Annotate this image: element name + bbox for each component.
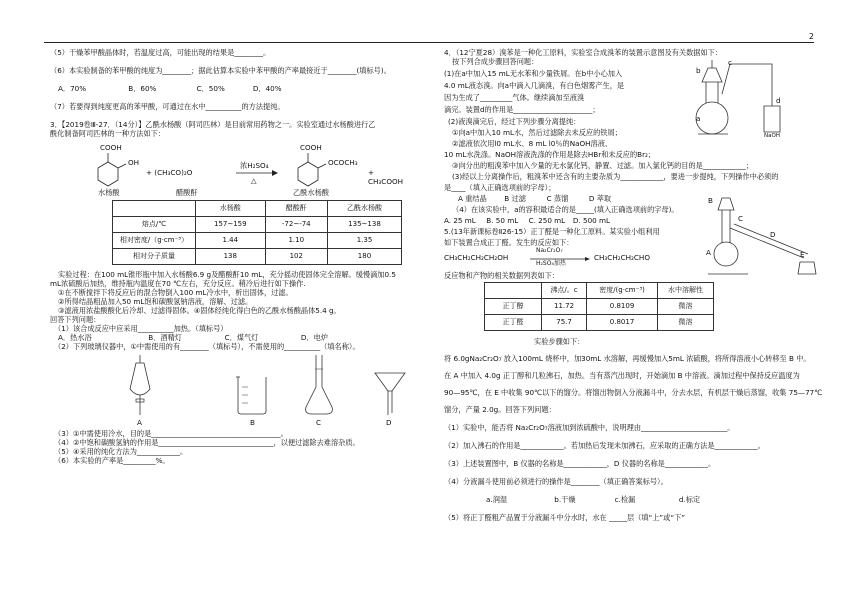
- option: B 过滤: [504, 194, 526, 203]
- butanal-apparatus-figure: [700, 188, 820, 280]
- question-text: （5）将正丁醛粗产品置于分液漏斗中分水时，水在 _____层（填“上”或“下”: [444, 513, 685, 522]
- table-cell: 75.7: [542, 315, 587, 331]
- reactant-cooh: COOH: [100, 143, 122, 152]
- option: D. 500 mL: [572, 216, 611, 225]
- procedure-text: 馏分，产量 2.0g。回答下列问题：: [444, 405, 556, 414]
- apparatus-drawing: [672, 54, 792, 140]
- option: A．热水浴: [58, 333, 92, 342]
- options-row: [50, 84, 410, 93]
- glassware-drawings: [50, 351, 410, 421]
- question-text: （2）加入沸石的作用是____________。若加热后发现未加沸石，应采取的正确方法是____________。: [444, 441, 765, 450]
- table-cell: 乙酰水杨酸: [327, 201, 401, 217]
- product-sub: OCOCH₃: [328, 158, 358, 167]
- option: a.润湿: [486, 495, 508, 504]
- apparatus-label-d: D: [770, 230, 776, 239]
- table-cell: 1.44: [196, 233, 266, 249]
- table-cell: 正丁醛: [485, 315, 542, 331]
- table-cell: 138: [196, 249, 266, 265]
- table-cell: 0.8109: [587, 299, 658, 315]
- options-row: [50, 333, 410, 342]
- procedure-text: 实验过程：在100 mL锥形瓶中加入水杨酸6.9 g及醋酸酐10 mL，充分摇动使固体完全溶解。缓慢滴加0.5: [58, 270, 396, 279]
- table-header-row: [113, 201, 402, 217]
- table-cell: 1.10: [265, 233, 327, 249]
- option: B．60%: [128, 84, 157, 93]
- reactant-oh: OH: [128, 158, 140, 167]
- question-text: （7）若要得到纯度更高的苯甲酸，可通过在水中__________的方法提纯。: [50, 102, 285, 111]
- question-text: （4）在该实验中，a的容积最适合的是_____(填入正确选项前的字母)。: [452, 205, 679, 214]
- table-cell: 水中溶解性: [658, 283, 714, 299]
- procedure-text: ③滤液用浓盐酸酸化后冷却、过滤得固体。④固体经纯化得白色的乙酰水杨酸晶体5.4 g。: [58, 306, 341, 315]
- question-text: 反应物和产物的相关数据列表如下：: [444, 271, 560, 280]
- option: d.标定: [678, 495, 701, 504]
- table-cell: 1.35: [327, 233, 401, 249]
- table-cell: 102: [265, 249, 327, 265]
- product-name: 乙酰水杨酸: [293, 188, 329, 197]
- glassware-figure: [50, 351, 410, 429]
- apparatus-label-d: D: [386, 418, 392, 427]
- question-text: （6）本实验制备的苯甲酸的纯度为________；据此估算本实验中苯甲酸的产率最接近于________(填标号)。: [50, 66, 391, 75]
- reagent-text: + (CH₃CO)₂O: [146, 168, 193, 177]
- table-cell: 相对分子质量: [113, 249, 196, 265]
- procedure-text: 90—95℃，在 E 中收集 90℃以下的馏分。将馏出物倒入分液漏斗中，分去水层，有机层干燥后蒸馏，收集 75—77℃: [444, 388, 823, 397]
- option: C 蒸馏: [546, 194, 569, 203]
- table-row: [113, 233, 402, 249]
- property-table: [112, 200, 402, 265]
- table-cell: 180: [327, 249, 401, 265]
- question-heading: 酰化制备阿司匹林的一种方法如下：: [50, 129, 166, 138]
- option: C．50%: [196, 84, 225, 93]
- option: B. 50 mL: [486, 216, 519, 225]
- procedure-heading: 实验步骤如下：: [534, 337, 585, 346]
- table-cell: 135~138: [327, 217, 401, 233]
- question-text: （2）下列玻璃仪器中，①中需使用的有________（填标号），不需使用的__________（填名称）。: [54, 342, 360, 351]
- table-cell: 醋酸酐: [265, 201, 327, 217]
- reactant-name: 水杨酸: [98, 188, 120, 197]
- reactant: CH₃CH₂CH₂CH₂OH: [444, 253, 509, 262]
- table-row: [113, 217, 402, 233]
- apparatus-label-b: B: [708, 196, 713, 205]
- question-heading: 5.(13年新课标卷Ⅱ26-15）正丁醛是一种化工原料。某实验小组利用: [444, 227, 660, 236]
- question-text: 是____（填入正确选项前的字母）；: [444, 183, 556, 192]
- question-text: 10 mL水洗涤。NaOH溶液洗涤的作用是除去HBr和未反应的Br₂；: [444, 150, 656, 159]
- apparatus-label-b: b: [696, 66, 701, 75]
- condition-bottom: H₂SO₄加热: [536, 260, 566, 267]
- table-cell: [113, 201, 196, 217]
- apparatus-label-c: C: [738, 214, 744, 223]
- question-text: ②滤液依次用l0 mL水、8 mL l0％的NaOH溶液、: [452, 139, 613, 148]
- option: C．煤气灯: [224, 333, 259, 342]
- question-text: 因为生成了_________气体。继续滴加至液溴: [444, 93, 585, 102]
- options-row: [444, 495, 814, 504]
- question-text: (3)经以上分离操作后，粗溴苯中还含有的主要杂质为____________，要进一步提纯，下列操作中必须的: [452, 172, 779, 181]
- product: CH₃CH₂CH₂CHO: [594, 253, 650, 262]
- page-number: 2: [808, 32, 814, 41]
- apparatus-label-e: E: [800, 250, 805, 259]
- procedure-text: ②所得结晶粗品加入50 mL饱和碳酸氢钠溶液，溶解、过滤。: [58, 297, 253, 306]
- bromobenzene-apparatus-figure: [672, 54, 792, 140]
- question-text: ①向a中加入10 mL水，然后过滤除去未反应的铁屑；: [452, 128, 622, 137]
- question-text: （4）分液漏斗使用前必须进行的操作是________（填正确答案标号）。: [444, 477, 668, 486]
- option: A．70%: [58, 84, 87, 93]
- question-text: （6）本实验的产率是_________%。: [54, 456, 170, 465]
- condition-top: Na₂Cr₂O₇: [536, 247, 563, 254]
- condition-bottom: △: [251, 176, 257, 185]
- property-table: [484, 282, 714, 331]
- question-heading: 3．【2019卷Ⅲ-27．（14分）】乙酰水杨酸（阿司匹林）是目前常用药物之一。实验室通过水杨酸进行乙: [50, 120, 376, 129]
- apparatus-label-c: C: [316, 418, 322, 427]
- procedure-text: mL浓硫酸后加热，维持瓶内温度在70 ℃左右，充分反应。稍冷后进行如下操作.: [50, 279, 306, 288]
- apparatus-label-c: c: [728, 58, 732, 67]
- question-text: （1）该合成反应中应采用__________加热。（填标号）: [54, 324, 228, 333]
- option: A. 25 mL: [444, 216, 476, 225]
- procedure-text: 将 6.0gNa₂Cr₂O₇ 放入100mL 烧杯中，加30mL 水溶解，再缓慢加入5mL 浓硫酸，将所得溶液小心转移至 B 中。: [444, 354, 811, 363]
- question-text: （3）上述装置图中，B 仪器的名称是____________，D 仪器的名称是____________。: [444, 459, 716, 468]
- option: B．酒精灯: [148, 333, 182, 342]
- table-cell: 微溶: [658, 299, 714, 315]
- apparatus-label-a: A: [706, 248, 711, 257]
- apparatus-drawing: [700, 188, 820, 280]
- product-cooh: COOH: [300, 143, 322, 152]
- header-rule: [44, 42, 814, 43]
- table-row: [485, 299, 714, 315]
- byproduct: + CH₃COOH: [368, 168, 404, 186]
- option: D．40%: [252, 84, 282, 93]
- question-text: （3）①中需使用冷水，目的是____________________________________。: [54, 429, 288, 438]
- question-text: (1)在a中加入15 mL无水苯和少量铁屑。在b中小心加入: [444, 69, 623, 78]
- reaction-scheme: [50, 140, 410, 196]
- apparatus-label-d: d: [776, 96, 781, 105]
- question-text: 4.0 mL液态溴。向a中滴入几滴溴，有白色烟雾产生，是: [444, 81, 625, 90]
- table-header-row: [485, 283, 714, 299]
- question-text: ③向分出的粗溴苯中加入少量的无水氯化钙，静置、过滤。加入氯化钙的目的是____________；: [452, 161, 754, 170]
- table-cell: -72~-74: [265, 217, 327, 233]
- option: c.检漏: [614, 495, 636, 504]
- question-text: 滴完。装置d的作用是______________________；: [444, 105, 600, 114]
- table-cell: 熔点/℃: [113, 217, 196, 233]
- apparatus-label-a: A: [137, 418, 142, 427]
- table-cell: 157~159: [196, 217, 266, 233]
- question-text: (2)液溴滴完后，经过下列步骤分离提纯：: [448, 117, 581, 126]
- procedure-text: 回答下列问题：: [50, 315, 101, 324]
- table-cell: 正丁醇: [485, 299, 542, 315]
- table-cell: 0.8017: [587, 315, 658, 331]
- option: C. 250 mL: [528, 216, 566, 225]
- option: b.干燥: [554, 495, 576, 504]
- table-cell: 11.72: [542, 299, 587, 315]
- apparatus-label-a: a: [696, 114, 701, 123]
- table-row: [113, 249, 402, 265]
- question-text: （4）②中饱和碳酸氢钠的作用是________________________________，以便过滤除去难溶杂质。: [54, 438, 360, 447]
- procedure-text: 在 A 中加入 4.0g 正丁醇和几粒沸石，加热。当有蒸汽出现时，开始滴加 B 中溶液。滴加过程中保持反应温度为: [444, 371, 800, 380]
- question-text: （5）干燥苯甲酸晶体时，若温度过高，可能出现的结果是________。: [50, 48, 271, 57]
- option: D 萃取: [588, 194, 612, 203]
- question-text: 如下装置合成正丁醛。发生的反应如下：: [444, 238, 574, 247]
- question-text: 按下列合成步骤回答问题：: [452, 57, 539, 66]
- table-cell: 微溶: [658, 315, 714, 331]
- table-row: [485, 315, 714, 331]
- question-text: （5）④采用的纯化方法为____________。: [54, 447, 188, 456]
- table-cell: 水杨酸: [196, 201, 266, 217]
- left-column: [50, 48, 410, 465]
- question-text: （1）实验中，能否将 Na₂Cr₂O₇溶液加到浓硫酸中，说明理由________________________。: [444, 423, 735, 432]
- condition-top: 浓H₂SO₄: [240, 161, 269, 170]
- question-heading: 4．（12宁夏28）溴苯是一种化工原料，实验室合成溴苯的装置示意图及有关数据如下：: [444, 48, 723, 57]
- table-cell: 沸点/。c: [542, 283, 587, 299]
- table-cell: [485, 283, 542, 299]
- table-cell: 相对密度/（g·cm⁻³）: [113, 233, 196, 249]
- option: A 重结晶: [458, 194, 487, 203]
- option: D．电炉: [300, 333, 328, 342]
- apparatus-label-naoh: NaOH: [764, 133, 780, 139]
- table-cell: 密度/(g·cm⁻³): [587, 283, 658, 299]
- apparatus-label-b: B: [250, 418, 255, 427]
- reagent-name: 醋酸酐: [176, 188, 198, 197]
- procedure-text: ①在不断搅拌下将反应后的混合物倒入100 mL冷水中，析出固体，过滤。: [58, 288, 293, 297]
